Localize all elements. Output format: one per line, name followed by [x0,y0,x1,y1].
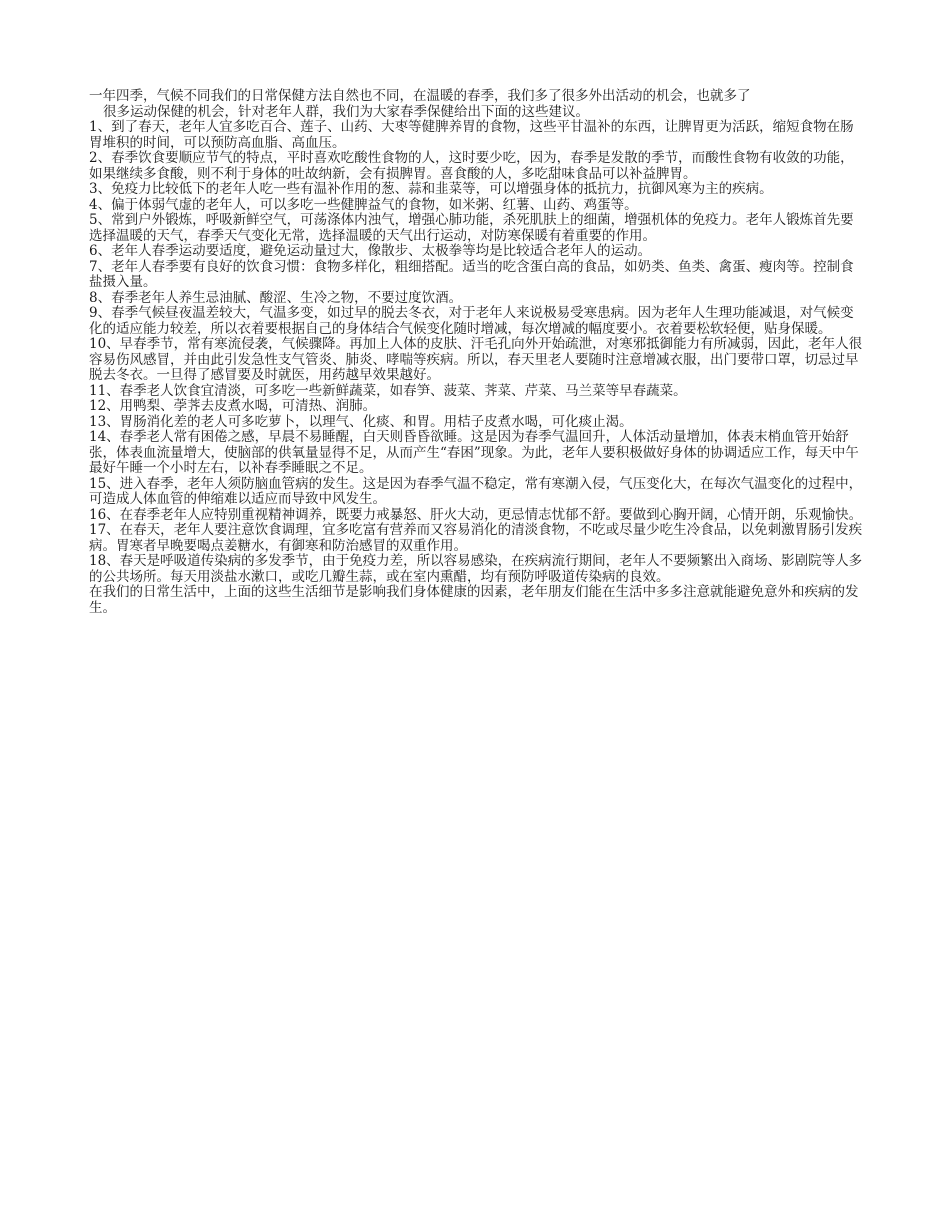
advice-item-10: 10、早春季节，常有寒流侵袭，气候骤降。再加上人体的皮肤、汗毛孔向外开始疏泄，对寒邪抵御能力有所减弱，因此，老年人很容易伤风感冒，并由此引发急性支气管炎、肺炎、哮喘等疾病。所以，春天里老人要随时注意增减衣服，出门要带口罩，切忌过早脱去冬衣。一旦得了感冒要及时就医，用药越早效果越好。 [89,336,863,383]
advice-item-11: 11、春季老人饮食宜清淡，可多吃一些新鲜蔬菜，如春笋、菠菜、荠菜、芹菜、马兰菜等早春蔬菜。 [89,382,687,399]
intro-line-1: 一年四季，气候不同我们的日常保健方法自然也不同，在温暖的春季，我们多了很多外出活动的机会，也就多了 [89,88,751,104]
intro-paragraph [89,89,864,120]
advice-item-5: 5、常到户外锻炼，呼吸新鲜空气，可荡涤体内浊气，增强心肺功能，杀死肌肤上的细菌，增强机体的免疫力。老年人锻炼首先要选择温暖的天气，春季天气变化无常，选择温暖的天气出行运动，对防寒保暖有着重要的作用。 [89,212,854,244]
advice-item-7: 7、老年人春季要有良好的饮食习惯：食物多样化，粗细搭配。适当的吃含蛋白高的食品，如奶类、鱼类、禽蛋、瘦肉等。控制食盐摄入量。 [89,258,854,290]
advice-item-6: 6、老年人春季运动要适度，避免运动量过大，像散步、太极拳等均是比较适合老年人的运动。 [89,243,652,259]
document-body [89,89,864,616]
advice-item-8: 8、春季老年人养生忌油腻、酸涩、生冷之物，不要过度饮酒。 [89,289,463,306]
advice-item-16: 16、在春季老年人应特别重视精神调养，既要力戒暴怒、肝火大动，更忌情志忧郁不舒。要做到心胸开阔，心情开朗，乐观愉快。 [89,506,863,523]
advice-item-17: 17、在春天，老年人要注意饮食调理，宜多吃富有营养而又容易消化的清淡食物，不吃或尽量少吃生冷食品，以免刺激胃肠引发疾病。胃寒者早晚要喝点姜糖水，有御寒和防治感冒的双重作用。 [89,522,863,554]
advice-item-3: 3、免疫力比较低下的老年人吃一些有温补作用的葱、蒜和韭菜等，可以增强身体的抵抗力，抗御风寒为主的疾病。 [89,181,773,197]
advice-item-1: 1、到了春天，老年人宜多吃百合、莲子、山药、大枣等健脾养胃的食物，这些平甘温补的东西，让脾胃更为活跃，缩短食物在肠胃堆积的时间，可以预防高血脂、高血压。 [89,119,854,151]
advice-item-18: 18、春天是呼吸道传染病的多发季节，由于免疫力差，所以容易感染，在疾病流行期间，老年人不要频繁出入商场、影剧院等人多的公共场所。每天用淡盐水漱口，或吃几瓣生蒜，或在室内熏醋，均有预防呼吸道传染病的良效。 [89,553,863,585]
advice-item-2: 2、春季饮食要顺应节气的特点，平时喜欢吃酸性食物的人，这时要少吃，因为，春季是发散的季节，而酸性食物有收敛的功能，如果继续多食酸，则不利于身体的吐故纳新，会有损脾胃。喜食酸的人，多吃甜味食品可以补益脾胃。 [89,150,854,182]
advice-item-9: 9、春季气候昼夜温差较大，气温多变，如过早的脱去冬衣，对于老年人来说极易受寒患病。因为老年人生理功能减退，对气候变化的适应能力较差，所以衣着要根据自己的身体结合气候变化随时增减，每次增减的幅度要小。衣着要松软轻便，贴身保暖。 [89,305,854,337]
advice-item-14: 14、春季老人常有困倦之感，早晨不易睡醒，白天则昏昏欲睡。这是因为春季气温回升，人体活动量增加，体表末梢血管开始舒张，体表血流量增大，使脑部的供氧量显得不足，从而产生“春困”现象。为此，老年人要积极做好身体的协调适应工作，每天中午最好午睡一个小时左右，以补春季睡眠之不足。 [89,429,859,476]
intro-line-2: 很多运动保健的机会，针对老年人群，我们为大家春季保健给出下面的这些建议。 [103,103,589,120]
advice-item-13: 13、胃肠消化差的老人可多吃萝卜，以理气、化痰、和胃。用桔子皮煮水喝，可化痰止渴。 [89,413,633,430]
advice-item-15: 15、进入春季，老年人须防脑血管病的发生。这是因为春季气温不稳定，常有寒潮入侵，气压变化大，在每次气温变化的过程中，可造成人体血管的伸缩难以适应而导致中风发生。 [89,475,863,507]
conclusion-paragraph: 在我们的日常生活中，上面的这些生活细节是影响我们身体健康的因素，老年朋友们能在生活中多多注意就能避免意外和疾病的发生。 [89,584,859,616]
advice-item-4: 4、偏于体弱气虚的老年人，可以多吃一些健脾益气的食物，如米粥、红薯、山药、鸡蛋等。 [89,196,638,213]
advice-item-12: 12、用鸭梨、荸荠去皮煮水喝，可清热、润肺。 [89,398,377,414]
